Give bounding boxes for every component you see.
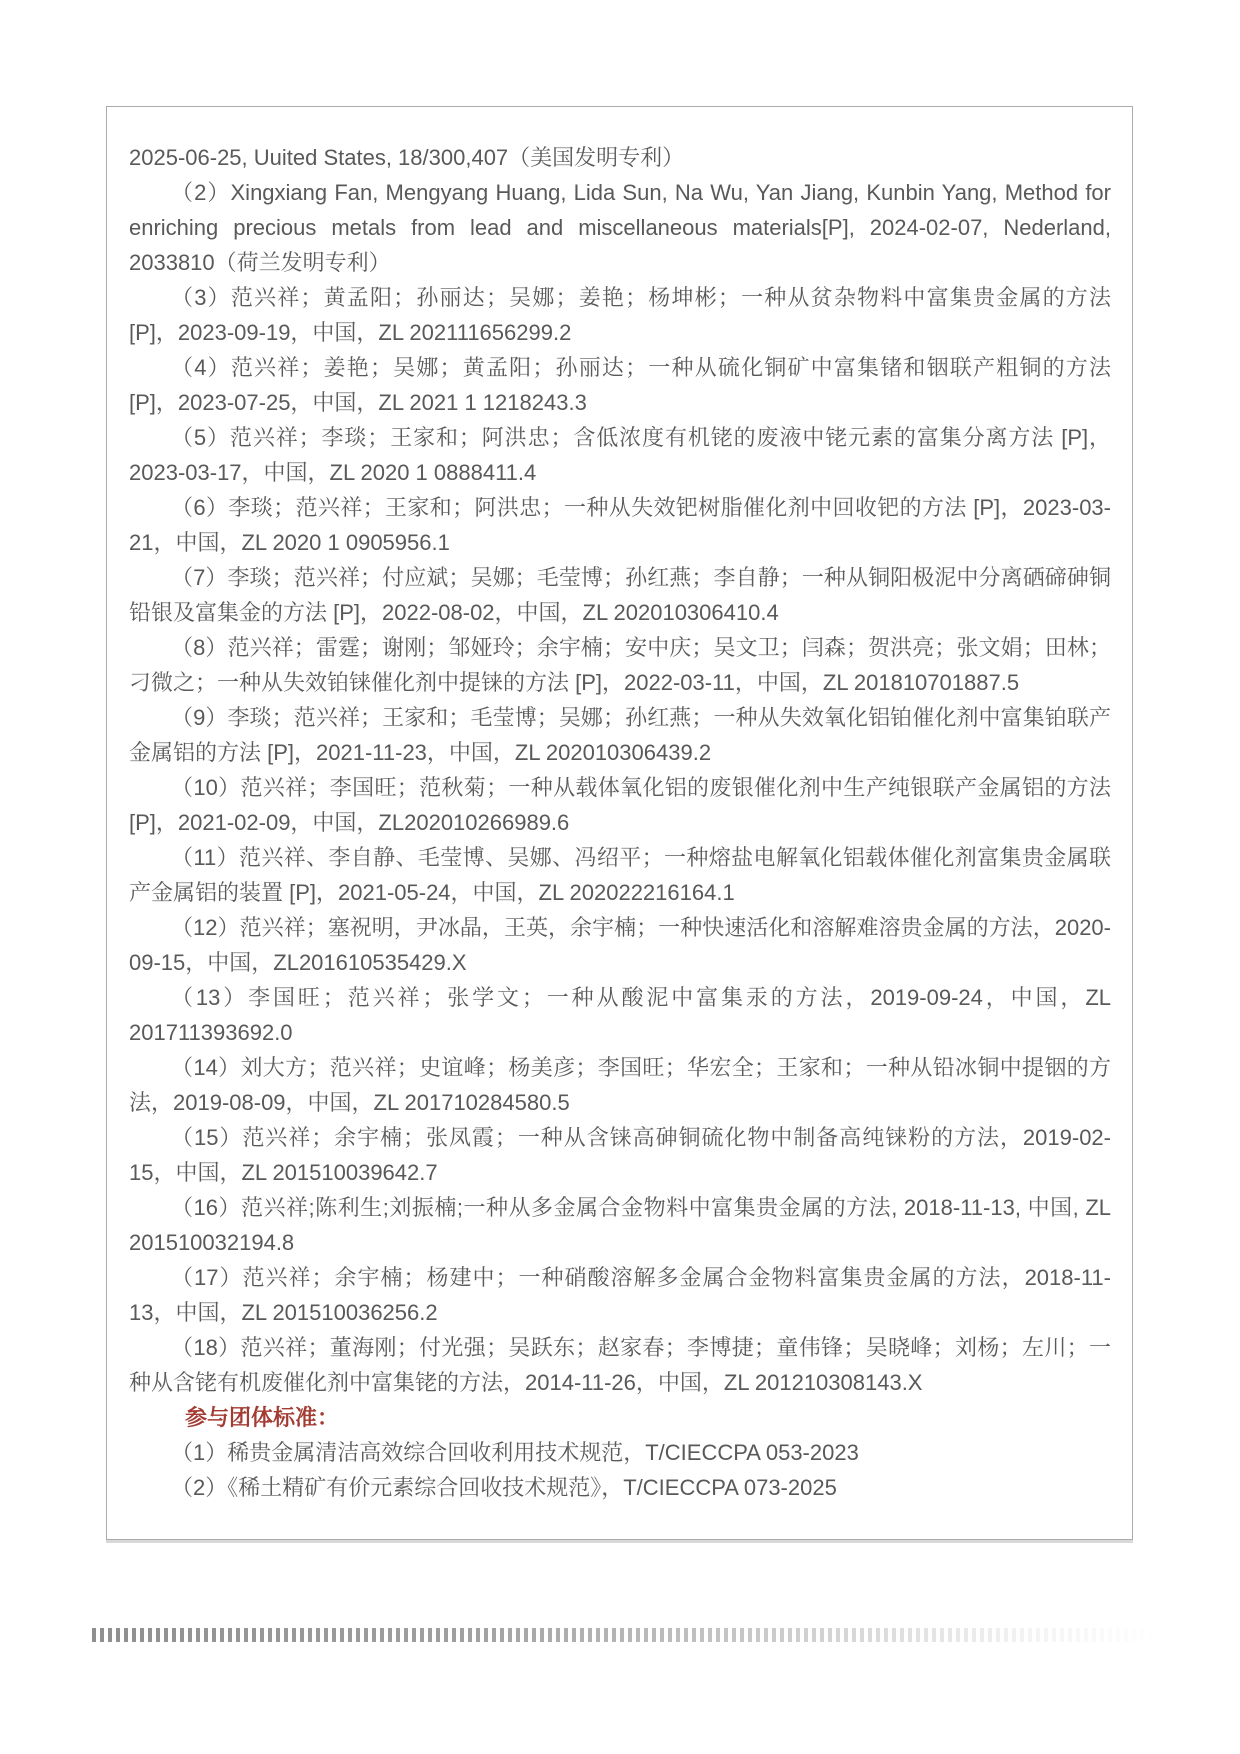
patent-entry: （2）Xingxiang Fan, Mengyang Huang, Lida Sun, Na Wu, Yan Jiang, Kunbin Yang, Method for enriching precious metals from lead and miscellaneous materials[P], 2024-02-07, Nederland, 2033810（荷兰发明专利） <box>129 180 1111 275</box>
patent-entry: （10）范兴祥；李国旺；范秋菊；一种从载体氧化铝的废银催化剂中生产纯银联产金属铝的方法 [P]，2021-02-09，中国，ZL202010266989.6 <box>129 775 1111 835</box>
document-body <box>106 106 1133 1540</box>
patent-entry: （15）范兴祥；余宇楠；张凤霞；一种从含铼高砷铜硫化物中制备高纯铼粉的方法，2019-02-15，中国，ZL 201510039642.7 <box>129 1125 1111 1185</box>
patent-entry: （14）刘大方；范兴祥；史谊峰；杨美彦；李国旺；华宏全；王家和；一种从铅冰铜中提铟的方法，2019-08-09，中国，ZL 201710284580.5 <box>129 1055 1111 1115</box>
patent-entry: （17）范兴祥；余宇楠；杨建中；一种硝酸溶解多金属合金物料富集贵金属的方法，2018-11-13，中国，ZL 201510036256.2 <box>129 1265 1111 1325</box>
patent-entry: （5）范兴祥；李琰；王家和；阿洪忠；含低浓度有机铑的废液中铑元素的富集分离方法 [P]，2023-03-17，中国，ZL 2020 1 0888411.4 <box>129 425 1111 485</box>
patent-entry: （6）李琰；范兴祥；王家和；阿洪忠；一种从失效钯树脂催化剂中回收钯的方法 [P]，2023-03-21，中国，ZL 2020 1 0905956.1 <box>129 495 1111 555</box>
patent-list <box>129 140 1111 1400</box>
patent-entry: （3）范兴祥；黄孟阳；孙丽达；吴娜；姜艳；杨坤彬；一种从贫杂物料中富集贵金属的方法 [P]，2023-09-19，中国，ZL 202111656299.2 <box>129 285 1111 345</box>
patent-entry: 2025-06-25, Uuited States, 18/300,407（美国发明专利） <box>129 145 685 170</box>
patent-entry: （11）范兴祥、李自静、毛莹博、吴娜、冯绍平；一种熔盐电解氧化铝载体催化剂富集贵金属联产金属铝的装置 [P]，2021-05-24，中国，ZL 202022216164.1 <box>129 845 1111 905</box>
patent-entry: （13）李国旺；范兴祥；张学文；一种从酸泥中富集汞的方法，2019-09-24，中国，ZL 201711393692.0 <box>129 985 1111 1045</box>
tally-bars-fade <box>92 1628 1160 1642</box>
patent-entry: （9）李琰；范兴祥；王家和；毛莹博；吴娜；孙红燕；一种从失效氧化铝铂催化剂中富集铂联产金属铝的方法 [P]，2021-11-23，中国，ZL 202010306439.2 <box>129 705 1111 765</box>
patent-entry: （18）范兴祥；董海刚；付光强；吴跃东；赵家春；李博捷；童伟锋；吴晓峰；刘杨；左川；一种从含铑有机废催化剂中富集铑的方法，2014-11-26，中国，ZL 201210308143.X <box>129 1335 1111 1395</box>
standards-list <box>129 1435 1111 1505</box>
decorative-bar-strip <box>92 1628 1160 1642</box>
standard-entry: （1）稀贵金属清洁高效综合回收利用技术规范，T/CIECCPA 053-2023 <box>171 1440 859 1465</box>
section-heading-standards: 参与团体标准： <box>185 1405 340 1430</box>
patent-entry: （16）范兴祥;陈利生;刘振楠;一种从多金属合金物料中富集贵金属的方法, 2018-11-13, 中国, ZL 201510032194.8 <box>129 1195 1111 1255</box>
patent-entry: （12）范兴祥；塞祝明，尹冰晶，王英，余宇楠；一种快速活化和溶解难溶贵金属的方法，2020-09-15，中国，ZL201610535429.X <box>129 915 1111 975</box>
patent-entry: （4）范兴祥；姜艳；吴娜；黄孟阳；孙丽达；一种从硫化铜矿中富集锗和铟联产粗铜的方法 [P]，2023-07-25，中国，ZL 2021 1 1218243.3 <box>129 355 1111 415</box>
standard-entry: （2）《稀土精矿有价元素综合回收技术规范》，T/CIECCPA 073-2025 <box>171 1475 837 1500</box>
patent-entry: （7）李琰；范兴祥；付应斌；吴娜；毛莹博；孙红燕；李自静；一种从铜阳极泥中分离硒碲砷铜铅银及富集金的方法 [P]，2022-08-02，中国，ZL 202010306410.4 <box>129 565 1111 625</box>
patent-entry: （8）范兴祥；雷霆；谢刚；邹娅玲；余宇楠；安中庆；吴文卫；闫森；贺洪亮；张文娟；田林；刁微之；一种从失效铂铼催化剂中提铼的方法 [P]，2022-03-11，中国，ZL 201810701887.5 <box>129 635 1111 695</box>
